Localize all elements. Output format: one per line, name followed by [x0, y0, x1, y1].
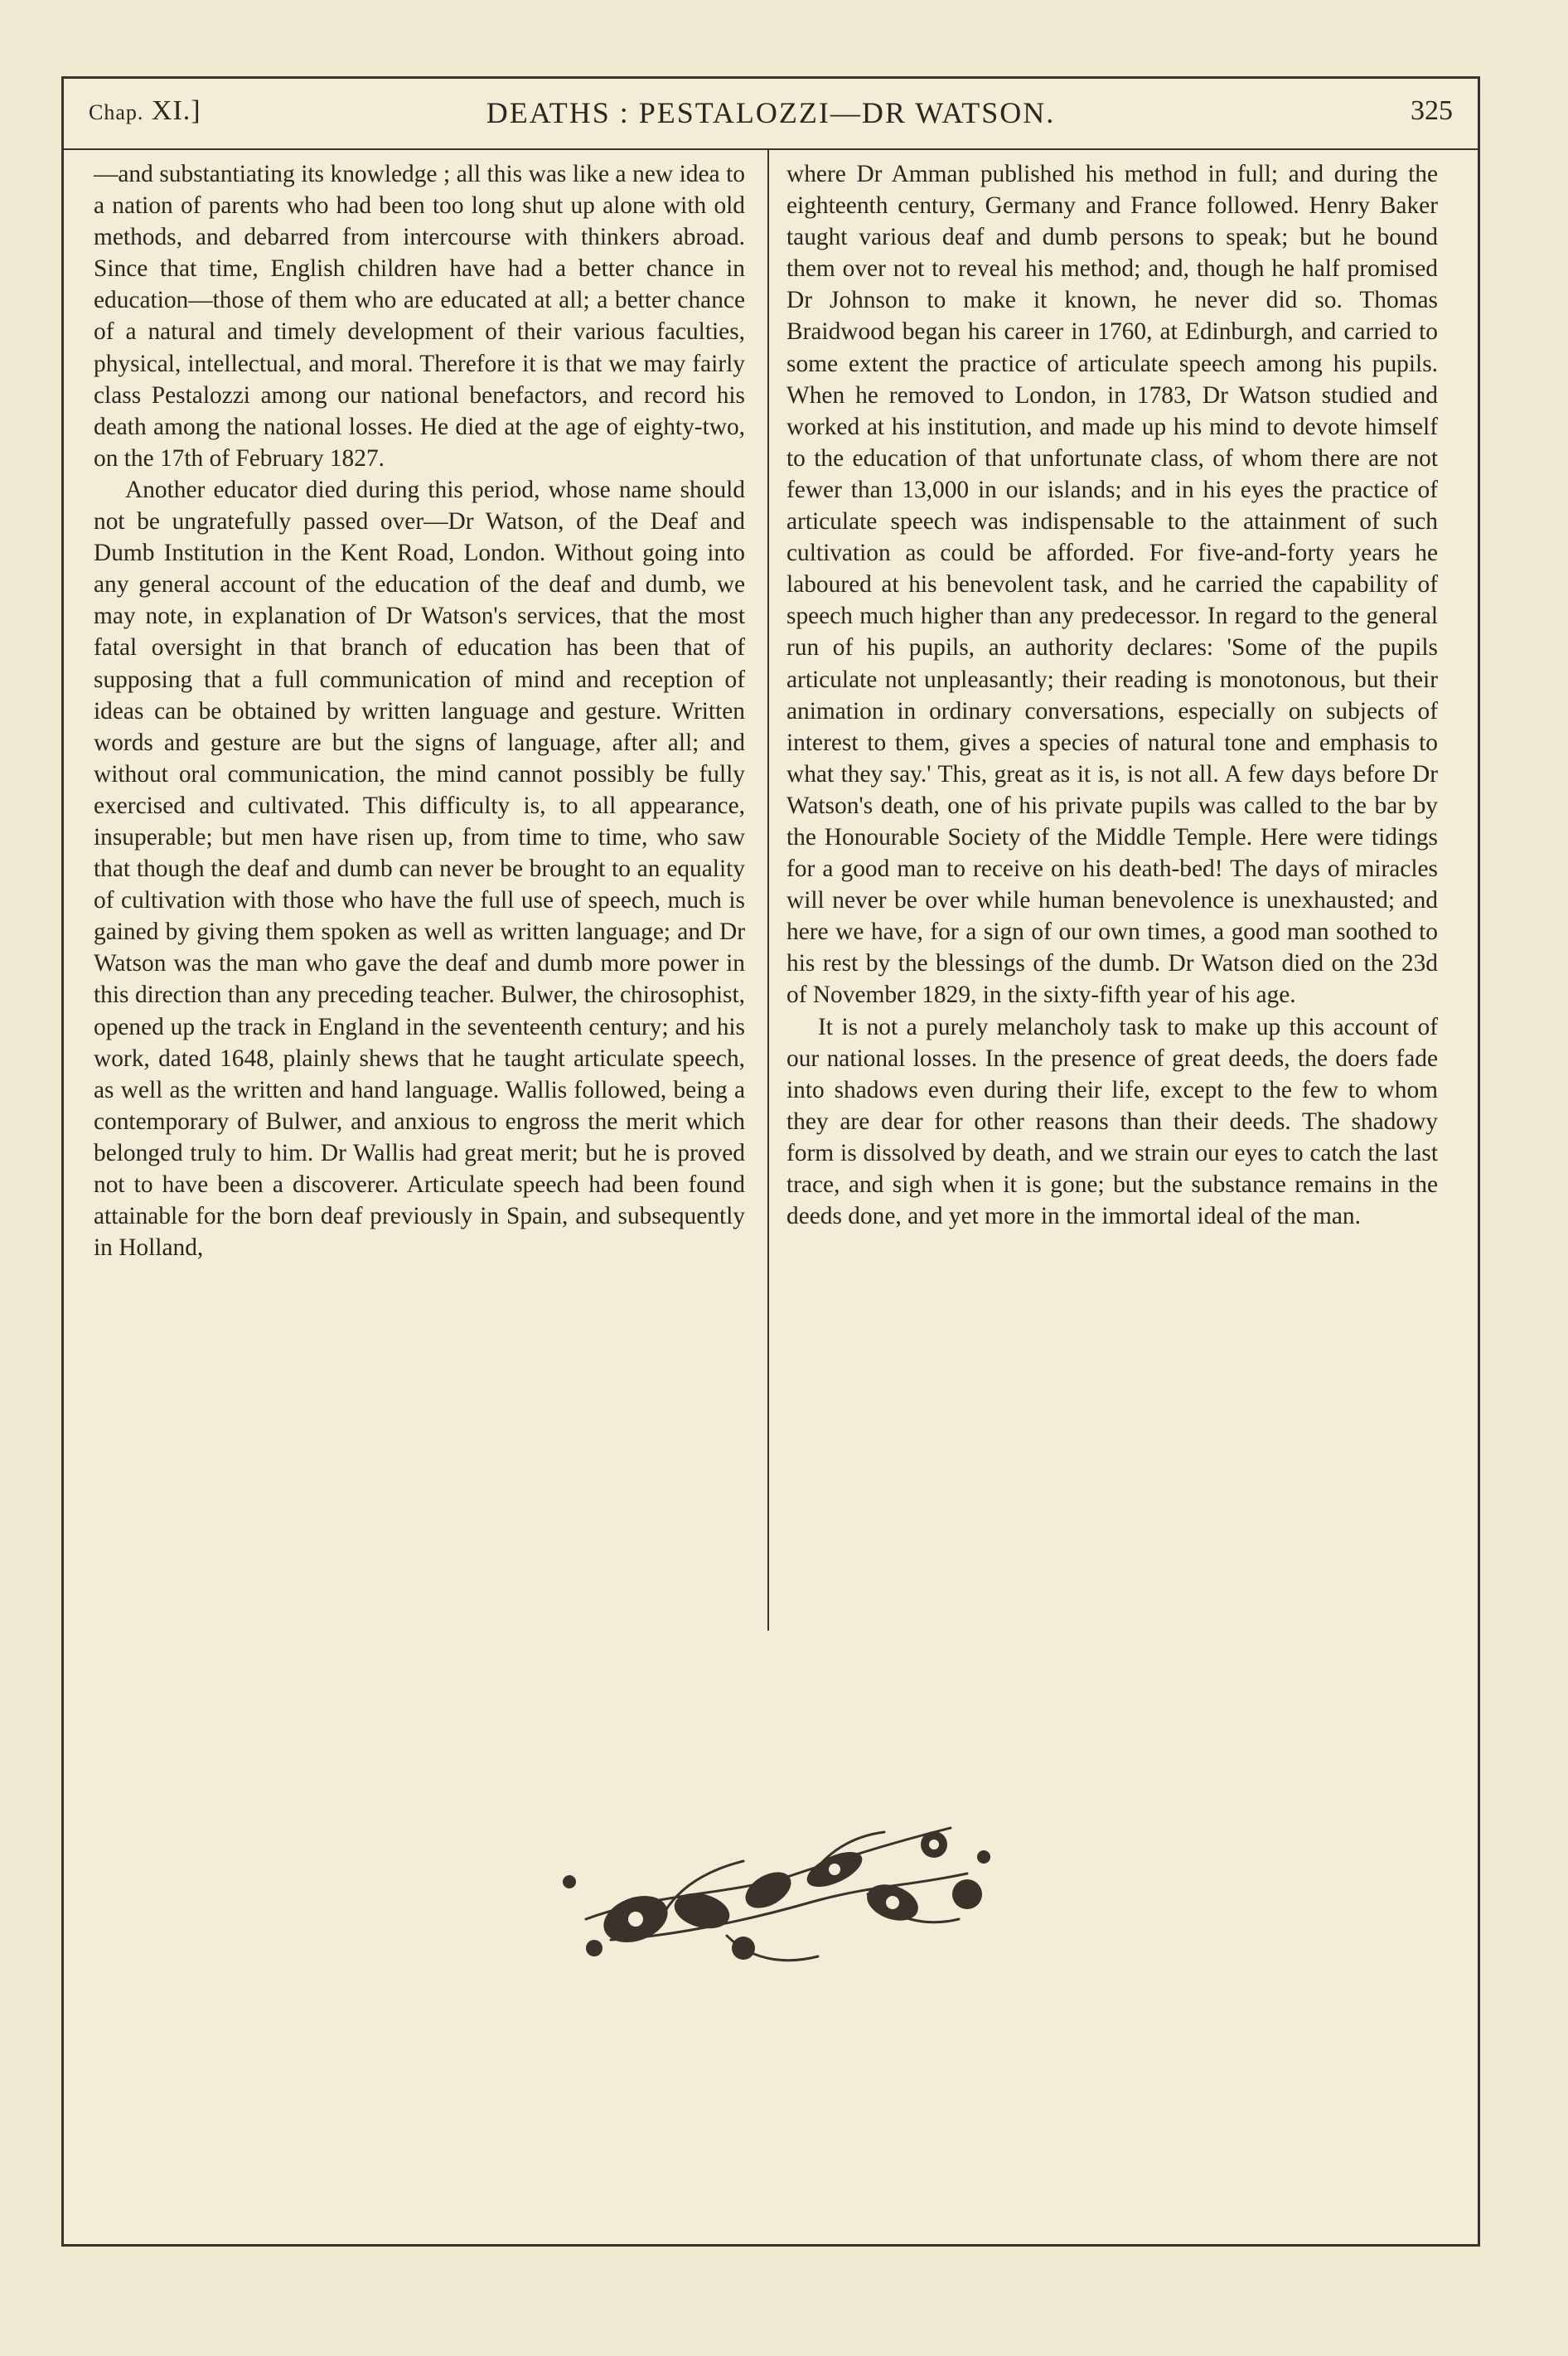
paragraph: where Dr Amman published his method in full; and during the eighteenth century, Germany and France followed. Henry Baker taught various deaf and dumb persons to speak; but he bound them over not to reveal his method; and, though he half promised Dr Johnson to make it known, he never did so. Thomas Braidwood began his career in 1760, at Edinburgh, and carried to some extent the practice of articulate speech among his pupils. When he removed to London, in 1783, Dr Watson studied and worked at his institution, and made up his mind to devote himself to the education of that unfortunate class, of whom there are not fewer than 13,000 in our islands; and in his eyes the practice of articulate speech was indispensable to the attainment of such cultivation as could be afforded. For five-and-forty years he laboured at his benevolent task, and he carried the capability of speech much higher than any predecessor. In regard to the general run of his pupils, an authority declares: 'Some of the pupils articulate not unpleasantly; their reading is monotonous, but their animation in ordinary conversations, especially on subjects of interest to them, gives a species of natural tone and emphasis to what they say.' This, great as it is, is not all. A few days before Dr Watson's death, one of his private pupils was called to the bar by the Honourable Society of the Middle Temple. Here were tidings for a good man to receive on his death-bed! The days of miracles will never be over while human benevolence is unexhausted; and here we have, for a sign of our own times, a good man soothed to his rest by the blessings of the dumb. Dr Watson died on the 23d of November 1829, in the sixty-fifth year of his age. — [786, 161, 1438, 1009]
paragraph: —and substantiating its knowledge ; all this was like a new idea to a nation of parents who had been too long shut up alone with old methods, and debarred from intercourse with thinkers abroad. Since that time, English children have had a better chance in education—those of them who are educated at all; a better chance of a natural and timely development of their various faculties, physical, intellectual, and moral. Therefore it is that we may fairly class Pestalozzi among our national benefactors, and record his death among the national losses. He died at the age of eighty-two, on the 17th of February 1827. — [94, 161, 745, 472]
chapter-number: XI.] — [151, 95, 201, 126]
right-column — [786, 158, 1438, 1232]
left-column — [94, 158, 745, 1263]
page-number: 325 — [1411, 95, 1453, 126]
paragraph: Another educator died during this period, whose name should not be ungratefully passed over—Dr Watson, of the Deaf and Dumb Institution in the Kent Road, London. Without going into any general account of the education of the deaf and dumb, we may note, in explanation of Dr Watson's services, that the most fatal oversight in that branch of education has been that of supposing that a full communication of mind and reception of ideas can be obtained by written language and gesture. Written words and gesture are but the signs of language, after all; and without oral communication, the mind cannot possibly be fully exercised and cultivated. This difficulty is, to all appearance, insuperable; but men have risen up, from time to time, who saw that though the deaf and dumb can never be brought to an equality of cultivation with those who have the full use of speech, much is gained by giving them spoken as well as written language; and Dr Watson was the man who gave the deaf and dumb more power in this direction than any preceding teacher. Bulwer, the chirosophist, opened up the track in England in the seventeenth century; and his work, dated 1648, plainly shews that he taught articulate speech, as well as the written and hand language. Wallis followed, being a contemporary of Bulwer, and anxious to engross the merit which belonged truly to him. Dr Wallis had great merit; but he is proved not to have been a discoverer. Articulate speech had been found attainable for the born deaf previously in Spain, and subsequently in Holland, — [94, 476, 745, 1262]
running-header — [64, 79, 1478, 150]
chapter-prefix: Chap. — [89, 100, 144, 124]
running-title: DEATHS : PESTALOZZI—DR WATSON. — [486, 96, 1056, 129]
floral-tailpiece-icon — [536, 1795, 1017, 1977]
column-divider — [767, 150, 769, 1631]
paragraph: It is not a purely melancholy task to make up this account of our national losses. In the presence of great deeds, the doers fade into shadows even during their life, except to the few to whom they are dear for other reasons than their deeds. The shadowy form is dissolved by death, and we strain our eyes to catch the last trace, and sigh when it is gone; but the substance remains in the deeds done, and yet more in the immortal ideal of the man. — [786, 1013, 1438, 1230]
page-frame — [61, 76, 1480, 2247]
